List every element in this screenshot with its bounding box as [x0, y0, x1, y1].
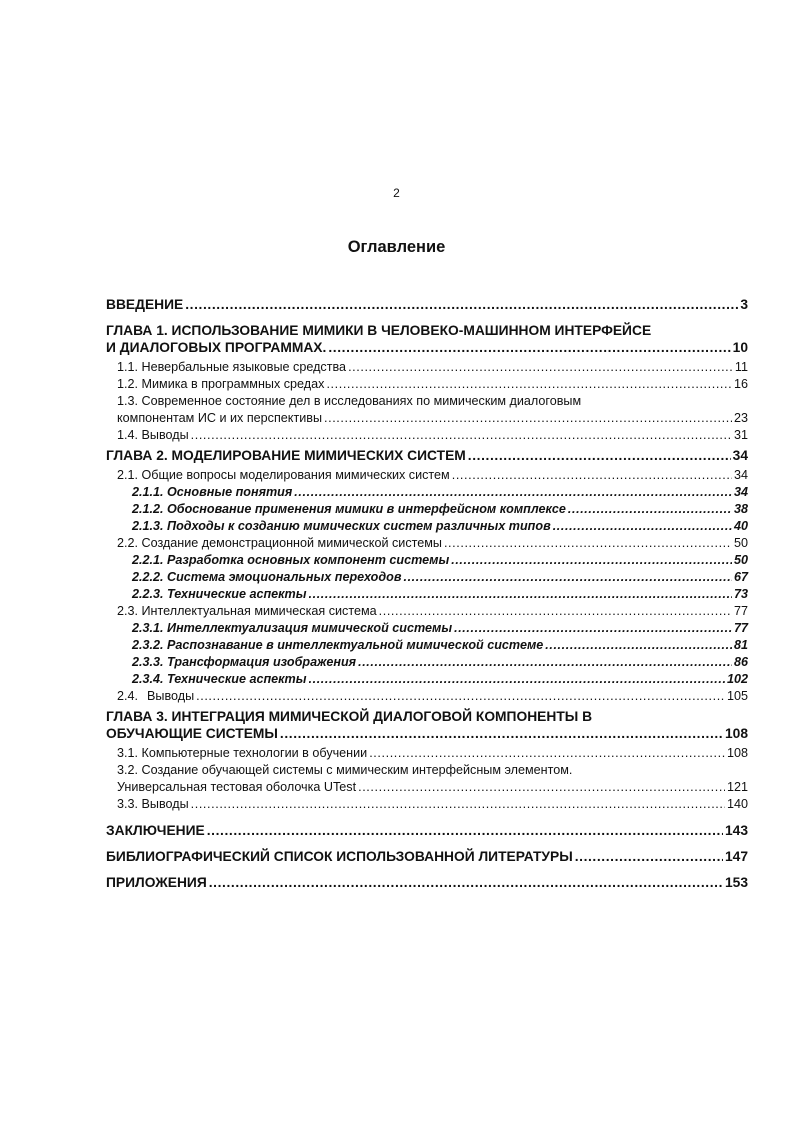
leader-dots [209, 874, 723, 891]
toc-entry-1-2[interactable] [117, 376, 748, 393]
toc-entry-2-1-3[interactable] [132, 518, 748, 535]
toc-page-number: 23 [733, 411, 748, 425]
toc-entry-text: ГЛАВА 3. ИНТЕГРАЦИЯ МИМИЧЕСКОЙ ДИАЛОГОВОЙ КОМПОНЕНТЫ В [106, 709, 593, 724]
toc-entry-text: 2.3. Интеллектуальная мимическая система [117, 604, 377, 618]
toc-entry-text: 2.2. Создание демонстрационной мимической системы [117, 536, 442, 550]
toc-entry-text: ВВЕДЕНИЕ [106, 297, 184, 312]
leader-dots [452, 467, 732, 484]
toc-entry-3-3[interactable] [117, 796, 748, 813]
toc-entry-text: Выводы [147, 689, 195, 703]
leader-dots [379, 603, 732, 620]
leader-dots [403, 569, 732, 586]
toc-entry-appendices[interactable] [106, 874, 748, 891]
leader-dots [191, 427, 732, 444]
toc-entry-chapter-1[interactable] [106, 339, 748, 356]
toc-entry-text: 2.2.3. Технические аспекты [132, 587, 307, 601]
toc-entry-number: 2.4. [117, 689, 139, 703]
toc-page-number: 77 [733, 604, 748, 618]
leader-dots [309, 586, 732, 603]
leader-dots [207, 822, 723, 839]
toc-entry-text: 2.1.2. Обоснование применения мимики в интерфейсном комплексе [132, 502, 566, 516]
toc-entry-text: 2.3.3. Трансформация изображения [132, 655, 357, 669]
toc-page-number: 31 [733, 428, 748, 442]
toc-entry-text: 2.1. Общие вопросы моделирования мимических систем [117, 468, 450, 482]
toc-entry-2-3-3[interactable] [132, 654, 748, 671]
leader-dots [444, 535, 732, 552]
toc-entry-3-1[interactable] [117, 745, 748, 762]
toc-page-number: 40 [733, 519, 748, 533]
toc-page-number: 73 [733, 587, 748, 601]
toc-page-number: 140 [726, 797, 748, 811]
toc-entry-text: БИБЛИОГРАФИЧЕСКИЙ СПИСОК ИСПОЛЬЗОВАННОЙ ЛИТЕРАТУРЫ [106, 849, 573, 864]
toc-entry-text: ГЛАВА 1. ИСПОЛЬЗОВАНИЕ МИМИКИ В ЧЕЛОВЕКО-МАШИННОМ ИНТЕРФЕЙСЕ [106, 323, 652, 338]
toc-entry-2-3-1[interactable] [132, 620, 748, 637]
leader-dots [454, 620, 732, 637]
toc-entry-3-2[interactable] [117, 779, 748, 796]
toc-entry-text: 1.4. Выводы [117, 428, 189, 442]
toc-entry-2-3-4[interactable] [132, 671, 748, 688]
toc-page-number: 86 [733, 655, 748, 669]
toc-entry-text: 2.3.2. Распознавание в интеллектуальной мимической системе [132, 638, 544, 652]
toc-entry-chapter-3[interactable] [106, 725, 748, 742]
leader-dots [568, 501, 732, 518]
toc-page-number: 10 [732, 340, 748, 355]
toc-entry-2-2-2[interactable] [132, 569, 748, 586]
toc-entry-text: ОБУЧАЮЩИЕ СИСТЕМЫ [106, 726, 278, 741]
toc-entry-chapter-2[interactable] [106, 447, 748, 464]
toc-entry-text: ГЛАВА 2. МОДЕЛИРОВАНИЕ МИМИЧЕСКИХ СИСТЕМ [106, 448, 466, 463]
toc-entry-bibliography[interactable] [106, 848, 748, 865]
toc-entry-text: ЗАКЛЮЧЕНИЕ [106, 823, 205, 838]
toc-page-number: 77 [733, 621, 748, 635]
leader-dots [468, 447, 731, 464]
toc-page-number: 38 [733, 502, 748, 516]
toc-entry-2-1[interactable] [117, 467, 748, 484]
leader-dots [324, 410, 732, 427]
toc-page-number: 143 [724, 823, 748, 838]
toc-entry-2-1-2[interactable] [132, 501, 748, 518]
leader-dots [185, 296, 738, 313]
toc-page-number: 34 [732, 448, 748, 463]
toc-entry-text: 2.3.4. Технические аспекты [132, 672, 307, 686]
toc-page-number: 3 [740, 297, 748, 312]
leader-dots [348, 359, 733, 376]
leader-dots [369, 745, 725, 762]
toc-entry-2-1-1[interactable] [132, 484, 748, 501]
page-number: 2 [393, 186, 400, 200]
toc-entry-1-3[interactable] [117, 410, 748, 427]
toc-page-number: 67 [733, 570, 748, 584]
toc-entry-2-2-3[interactable] [132, 586, 748, 603]
toc-page-number: 34 [733, 485, 748, 499]
leader-dots [280, 725, 723, 742]
leader-dots [294, 484, 732, 501]
toc-entry-text: И ДИАЛОГОВЫХ ПРОГРАММАХ. [106, 340, 327, 355]
toc-page-number: 16 [733, 377, 748, 391]
toc-entry-text: Универсальная тестовая оболочка UTest [117, 780, 357, 794]
toc-entry-chapter-1-line1[interactable] [106, 322, 748, 339]
leader-dots [196, 688, 725, 705]
toc-entry-text: ПРИЛОЖЕНИЯ [106, 875, 207, 890]
toc-page-number: 34 [733, 468, 748, 482]
toc-page-number: 108 [724, 726, 748, 741]
toc-entry-text: 3.3. Выводы [117, 797, 189, 811]
toc-entry-2-3-2[interactable] [132, 637, 748, 654]
toc-entry-chapter-3-line1[interactable] [106, 708, 748, 725]
toc-entry-text: 2.3.1. Интеллектуализация мимической системы [132, 621, 453, 635]
toc-entry-text: 1.1. Невербальные языковые средства [117, 360, 347, 374]
toc-page-number: 153 [724, 875, 748, 890]
leader-dots [358, 779, 725, 796]
toc-entry-2-3[interactable] [117, 603, 748, 620]
toc-entry-text: 2.1.1. Основные понятия [132, 485, 293, 499]
leader-dots [358, 654, 732, 671]
toc-entry-2-4[interactable] [117, 688, 748, 705]
table-of-contents [106, 296, 748, 891]
toc-page-number: 102 [726, 672, 748, 686]
leader-dots [326, 376, 732, 393]
toc-page-number: 108 [726, 746, 748, 760]
toc-entry-2-2[interactable] [117, 535, 748, 552]
toc-entry-conclusion[interactable] [106, 822, 748, 839]
toc-page-number: 105 [726, 689, 748, 703]
toc-title: Оглавление [347, 238, 446, 256]
toc-entry-1-1[interactable] [117, 359, 748, 376]
toc-entry-introduction[interactable] [106, 296, 748, 313]
toc-entry-text: 2.2.1. Разработка основных компонент системы [132, 553, 450, 567]
toc-entry-1-4[interactable] [117, 427, 748, 444]
toc-page-number: 147 [724, 849, 748, 864]
toc-entry-1-3-line1[interactable] [117, 393, 748, 410]
toc-page-number: 50 [733, 553, 748, 567]
leader-dots [328, 339, 730, 356]
leader-dots [545, 637, 732, 654]
leader-dots [575, 848, 723, 865]
toc-entry-text: 1.3. Современное состояние дел в исследованиях по мимическим диалоговым [117, 394, 582, 408]
toc-entry-3-2-line1[interactable] [117, 762, 748, 779]
toc-entry-text: 3.1. Компьютерные технологии в обучении [117, 746, 368, 760]
leader-dots [191, 796, 725, 813]
toc-entry-text: компонентам ИС и их перспективы [117, 411, 322, 425]
leader-dots [309, 671, 725, 688]
toc-page-number: 11 [734, 360, 748, 374]
leader-dots [451, 552, 732, 569]
toc-entry-text: 1.2. Мимика в программных средах [117, 377, 325, 391]
toc-entry-text: 2.2.2. Система эмоциональных переходов [132, 570, 402, 584]
toc-page-number: 50 [733, 536, 748, 550]
toc-entry-2-2-1[interactable] [132, 552, 748, 569]
toc-entry-text: 2.1.3. Подходы к созданию мимических систем различных типов [132, 519, 551, 533]
toc-page-number: 81 [733, 638, 748, 652]
leader-dots [553, 518, 732, 535]
toc-entry-text: 3.2. Создание обучающей системы с мимическим интерфейсным элементом. [117, 763, 573, 777]
toc-page-number: 121 [726, 780, 748, 794]
